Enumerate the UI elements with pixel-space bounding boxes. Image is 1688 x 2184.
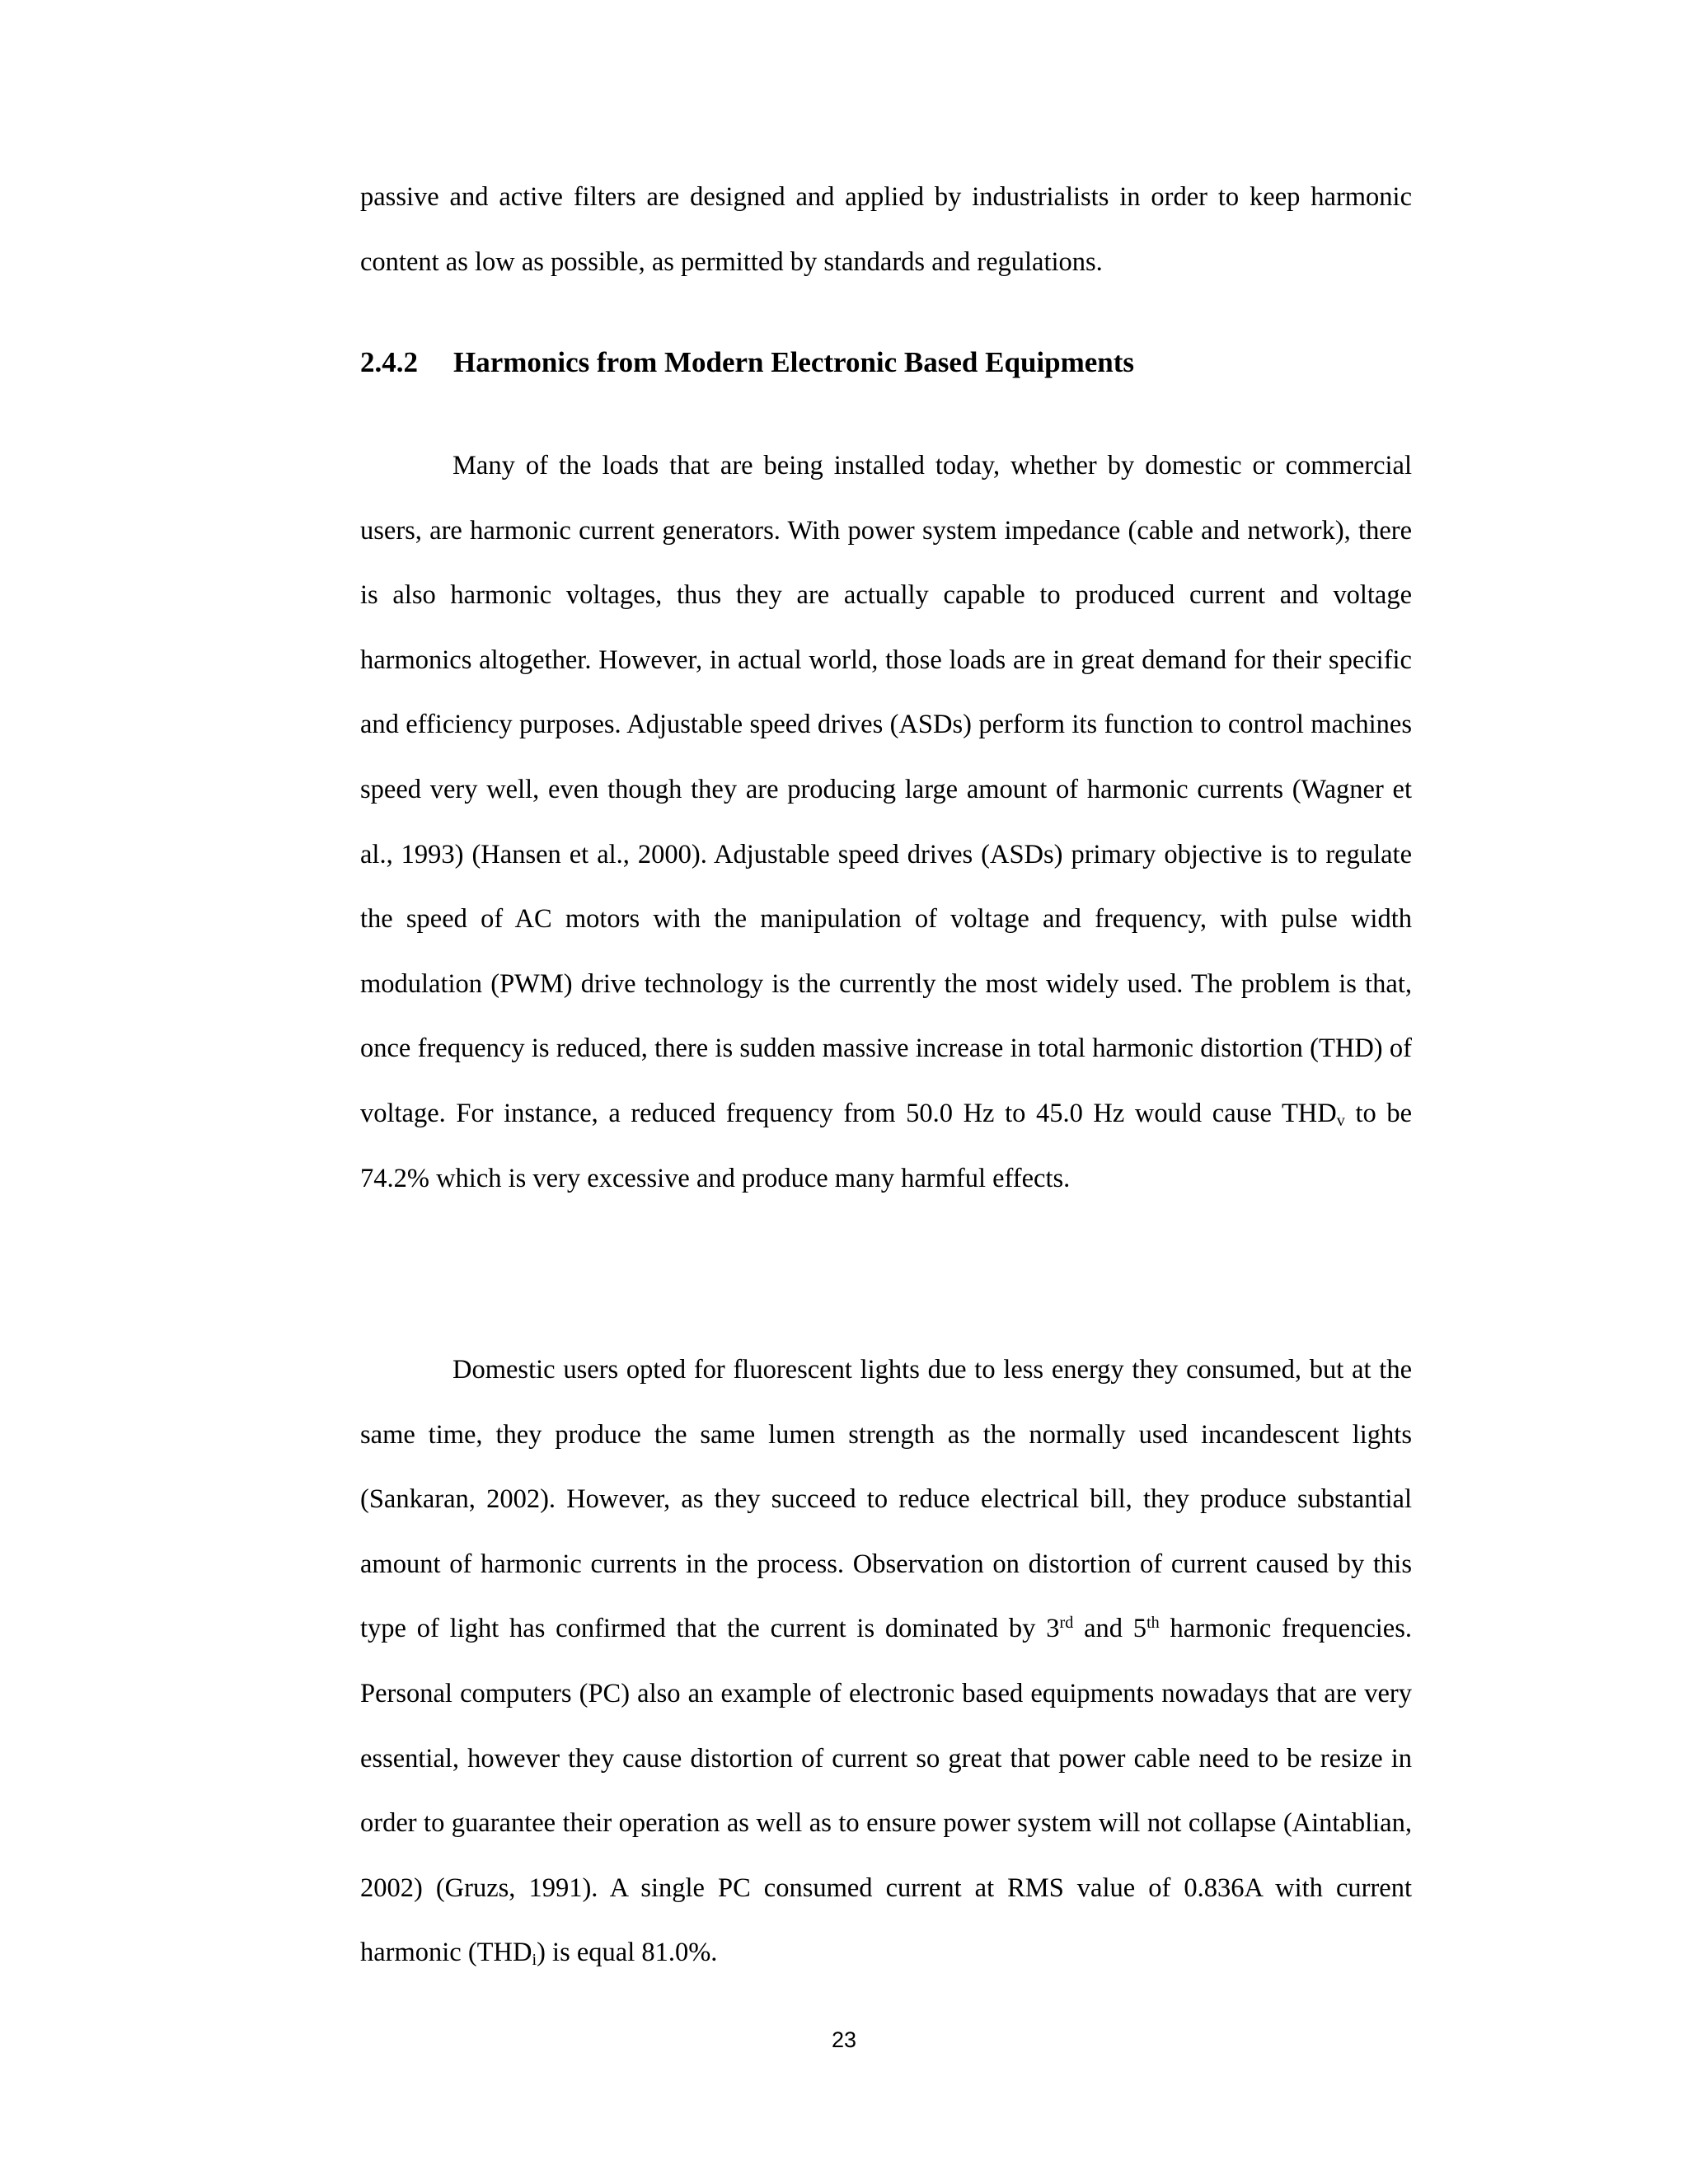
- page-number: 23: [831, 2027, 857, 2052]
- paragraph-fluorescent-text: Domestic users opted for fluorescent lights due to less energy they consumed, but at the same time, they produce the same lumen strength as the normally used incandescent lights (Sankaran, 2002). However, as they succeed to reduce electrical bill, they produce substantial amount of harmonic currents in the process. Observation on distortion of current caused by this type of light has confirmed that the current is dominated by 3: [360, 1355, 1412, 1644]
- intro-paragraph: passive and active filters are designed and applied by industrialists in order to keep harmonic content as low as possible, as permitted by standards and regulations.: [360, 182, 1412, 277]
- section-number: 2.4.2: [360, 346, 418, 378]
- paragraph-fluorescent-text-3: harmonic frequencies. Personal computers (PC) also an example of electronic based equipments nowadays that are very essential, however they cause distortion of current so great that power cable need to be resize in order to guarantee their operation as well as to ensure power system will not collapse (Aintablian, 2002) (Gruzs, 1991). A single PC consumed current at RMS value of 0.836A with current harmonic (THD: [360, 1614, 1412, 1968]
- paragraph-fluorescent-pc: [360, 1338, 1412, 1985]
- paragraph-asd: [360, 434, 1412, 1211]
- rd-superscript: rd: [1059, 1614, 1074, 1633]
- paragraph-fluorescent-text-end: ) is equal 81.0%.: [537, 1938, 718, 1968]
- paragraph-fluorescent-text-2: and 5: [1073, 1614, 1147, 1644]
- th-superscript: th: [1146, 1614, 1160, 1633]
- section-title: Harmonics from Modern Electronic Based Equipments: [453, 346, 1135, 378]
- thd-v-subscript: v: [1336, 1111, 1345, 1130]
- paragraph-asd-text: Many of the loads that are being installed today, whether by domestic or commercial users, are harmonic current generators. With power system impedance (cable and network), there is also harmonic voltages, thus they are actually capable to produced current and voltage harmonics altogether. However, in actual world, those loads are in great demand for their specific and efficiency purposes. Adjustable speed drives (ASDs) perform its function to control machines speed very well, even though they are producing large amount of harmonic currents (Wagner et al., 1993) (Hansen et al., 2000). Adjustable speed drives (ASDs) primary objective is to regulate the speed of AC motors with the manipulation of voltage and frequency, with pulse width modulation (PWM) drive technology is the currently the most widely used. The problem is that, once frequency is reduced, there is sudden massive increase in total harmonic distortion (THD) of voltage. For instance, a reduced frequency from 50.0 Hz to 45.0 Hz would cause THD: [360, 451, 1412, 1128]
- thd-i-subscript: i: [532, 1951, 537, 1970]
- section-heading: [360, 338, 1412, 387]
- paragraph-asd-text-end: to be 74.2% which is very excessive and produce many harmful effects.: [360, 1098, 1412, 1193]
